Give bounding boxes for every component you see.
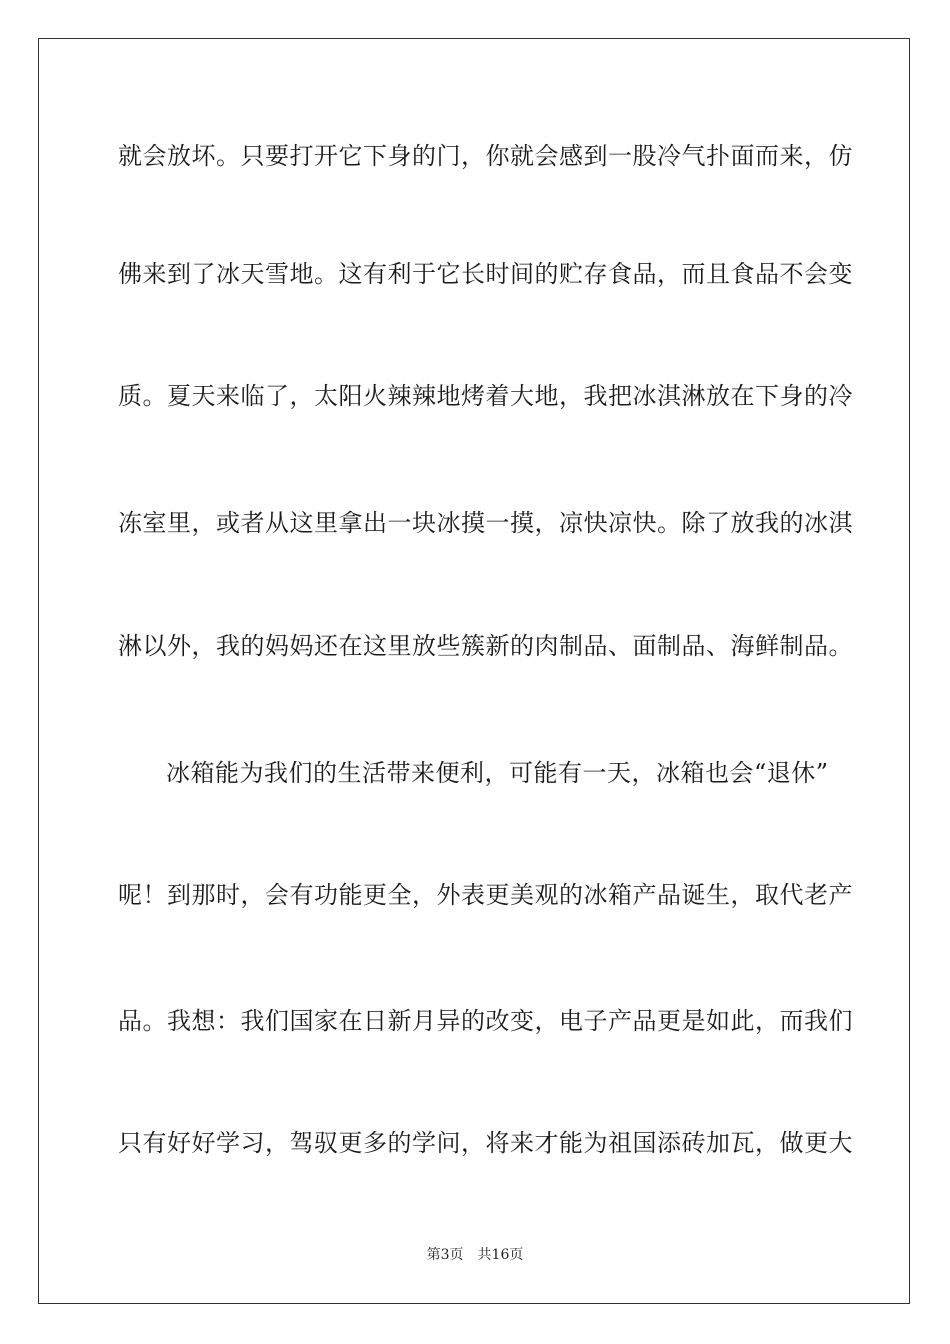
- page-number: 第3页: [426, 1247, 464, 1263]
- paragraph-line: 呢！到那时，会有功能更全，外表更美观的冰箱产品诞生，取代老产: [118, 881, 853, 909]
- page-border: [38, 38, 910, 1304]
- paragraph-line: 佛来到了冰天雪地。这有利于它长时间的贮存食品，而且食品不会变: [118, 260, 853, 288]
- paragraph-line-indented: 冰箱能为我们的生活带来便利，可能有一天，冰箱也会“退休”: [166, 759, 829, 787]
- paragraph-line: 淋以外，我的妈妈还在这里放些簇新的肉制品、面制品、海鲜制品。: [118, 632, 853, 660]
- paragraph-line: 就会放坏。只要打开它下身的门，你就会感到一股冷气扑面而来，仿: [118, 142, 853, 170]
- paragraph-line: 只有好好学习，驾驭更多的学问，将来才能为祖国添砖加瓦，做更大: [118, 1129, 853, 1157]
- page-footer: [0, 1246, 950, 1264]
- paragraph-line: 品。我想：我们国家在日新月异的改变，电子产品更是如此，而我们: [118, 1007, 853, 1035]
- paragraph-line: 冻室里，或者从这里拿出一块冰摸一摸，凉快凉快。除了放我的冰淇: [118, 509, 853, 537]
- paragraph-line: 质。夏天来临了，太阳火辣辣地烤着大地，我把冰淇淋放在下身的冷: [118, 382, 853, 410]
- page-total: 共16页: [477, 1247, 524, 1263]
